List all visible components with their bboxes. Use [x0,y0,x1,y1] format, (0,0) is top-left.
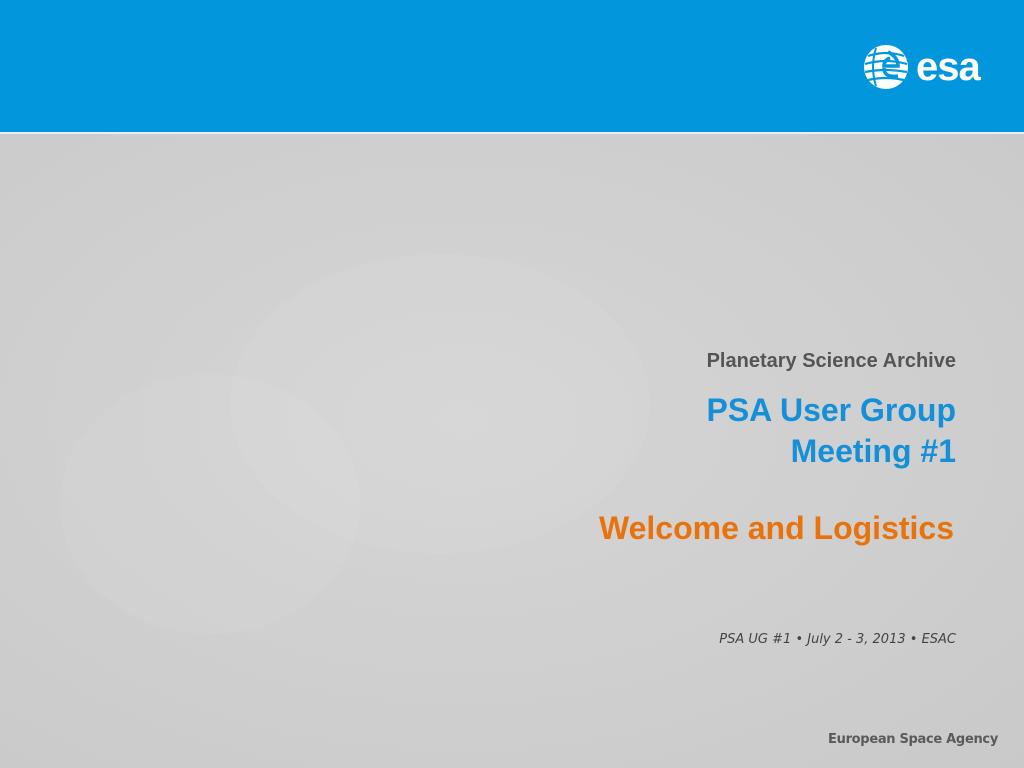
agency-name: European Space Agency [828,732,998,747]
esa-globe-icon [862,42,912,92]
title-line-2: Meeting #1 [790,433,956,469]
subtitle: Welcome and Logistics [598,510,954,546]
esa-logo [862,40,1002,94]
meeting-name: PSA UG #1 [719,632,792,647]
page-title [706,390,956,472]
meeting-info [719,632,956,647]
title-line-1: PSA User Group [706,392,956,428]
meeting-dates: July 2 - 3, 2013 [807,632,906,647]
separator: • [795,632,804,647]
esa-wordmark: esa [916,45,980,89]
separator: • [909,632,918,647]
supertitle: Planetary Science Archive [706,350,956,372]
background-texture [60,374,360,634]
meeting-location: ESAC [921,632,956,647]
